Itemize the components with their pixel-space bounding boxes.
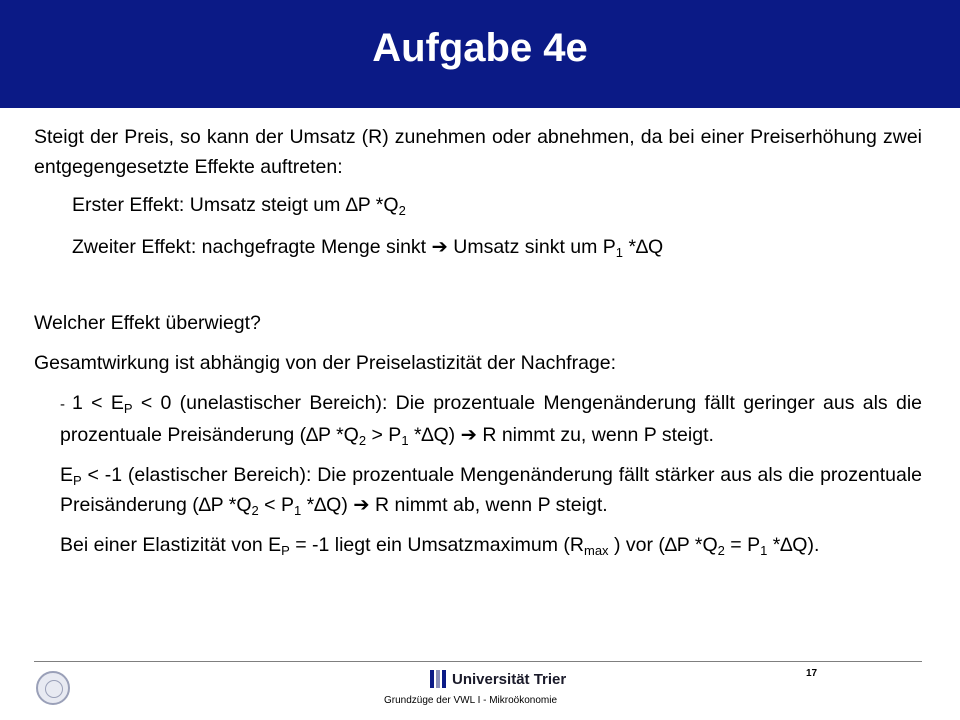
university-name: Universität Trier [452,670,567,688]
first-effect [34,190,922,220]
subscript: 2 [358,433,367,448]
course-name: Grundzüge der VWL I - Mikroökonomie [384,695,558,706]
question-line: Welcher Effekt überwiegt? [34,312,261,334]
subscript: P [281,543,290,558]
slide-title: Aufgabe 4e [372,26,588,70]
second-effect-text: Zweiter Effekt: nachgefragte Menge sinkt [72,236,432,258]
case-text: *∆Q) [408,424,461,446]
case-text: < -1 (elastischer Bereich): Die prozentuale Mengenänderung fällt stärker aus als die prozentuale Preisänderung (∆P *Q [60,464,922,516]
page-number: 17 [806,668,818,679]
case-text: *∆Q). [767,534,820,556]
case-text: < P [258,494,294,516]
case-text: *∆Q) [301,494,354,516]
subscript: 2 [251,503,259,518]
case-text: = -1 liegt ein Umsatzmaximum (R [289,534,584,556]
case-text: < 0 (unelastischer Bereich): Die prozentuale Mengenänderung fällt geringer aus als die prozentuale Preisänderung (∆P *Q [60,392,922,446]
title-bar [0,0,960,108]
elastic-case [34,460,922,520]
subscript: 1 [401,433,409,448]
subscript: max [583,543,609,558]
second-effect-result: Umsatz sinkt um P [447,236,616,258]
arrow-right-icon: ➔ [460,424,477,446]
case-text: Bei einer Elastizität von E [60,534,282,556]
logo-mark-icon [430,670,446,688]
case-text: R nimmt ab, wenn P steigt. [369,494,608,516]
second-effect [34,232,922,262]
spacer [34,274,922,308]
subscript: 2 [398,203,406,218]
subscript: 1 [615,245,624,260]
intro-paragraph: Steigt der Preis, so kann der Umsatz (R) zunehmen oder abnehmen, da bei einer Preiserhöhung zwei entgegengesetzte Effekte auftreten: [34,126,922,178]
arrow-right-icon: ➔ [353,494,370,516]
case-text: = P [724,534,761,556]
subscript: 1 [760,543,768,558]
first-effect-text: Erster Effekt: Umsatz steigt um ∆P *Q [72,194,399,216]
inelastic-case [34,388,922,450]
university-seal-icon [36,671,70,705]
arrow-right-icon: ➔ [431,236,448,258]
case-text: ) vor (∆P *Q [608,534,718,556]
footer-divider [34,661,922,662]
dependency-line: Gesamtwirkung ist abhängig von der Preiselastizität der Nachfrage: [34,352,617,374]
second-effect-end: *∆Q [623,236,664,258]
subscript: 2 [717,543,725,558]
case-text: R nimmt zu, wenn P steigt. [476,424,714,446]
minus-sign: - [60,396,73,413]
subscript: P [73,473,82,488]
case-text: > P [366,424,402,446]
unit-elastic-case [34,530,922,560]
university-logo [430,669,566,689]
case-text: E [60,464,74,486]
subscript: P [123,401,133,416]
case-text: 1 < E [72,392,124,414]
subscript: 1 [293,503,302,518]
slide-content [34,122,922,570]
